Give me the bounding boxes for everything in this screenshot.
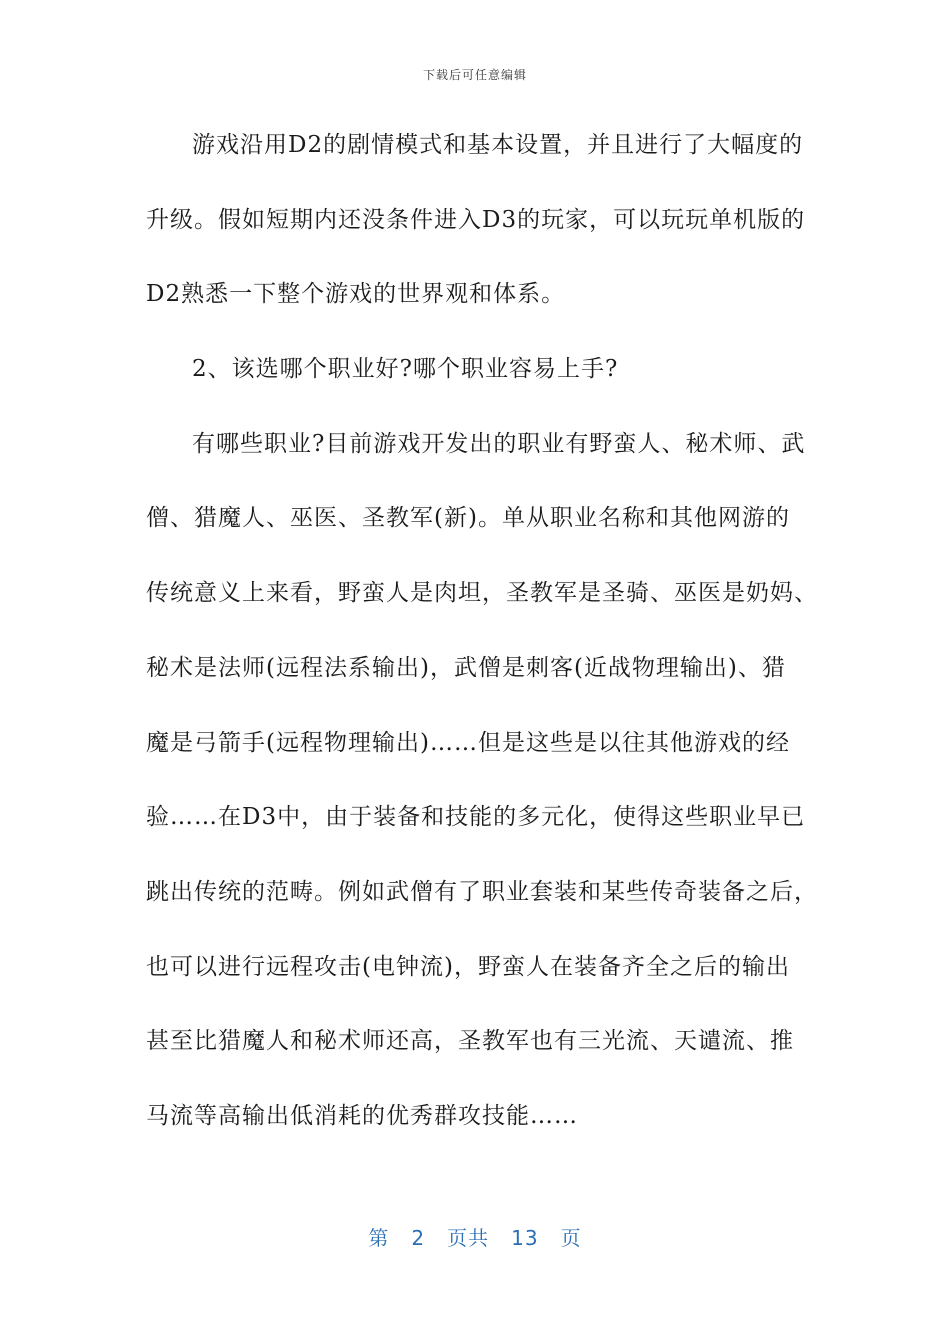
paragraph-line: 甚至比猎魔人和秘术师还高，圣教军也有三光流、天谴流、推 bbox=[146, 1028, 794, 1055]
current-page-number: 2 bbox=[411, 1226, 426, 1250]
paragraph-line: 也可以进行远程攻击(电钟流)，野蛮人在装备齐全之后的输出 bbox=[146, 953, 790, 980]
paragraph-line: 升级。假如短期内还没条件进入D3的玩家，可以玩玩单机版的 bbox=[146, 206, 806, 233]
footer-middle: 页共 bbox=[447, 1226, 490, 1250]
paragraph-line: 传统意义上来看，野蛮人是肉坦，圣教军是圣骑、巫医是奶妈、 bbox=[146, 580, 818, 607]
paragraph-line: 秘术是法师(远程法系输出)，武僧是刺客(近战物理输出)、猎 bbox=[146, 654, 786, 681]
paragraph-line: 游戏沿用D2的剧情模式和基本设置，并且进行了大幅度的 bbox=[192, 132, 804, 158]
footer-suffix: 页 bbox=[560, 1226, 582, 1250]
paragraph-line: 验……在D3中，由于装备和技能的多元化，使得这些职业早已 bbox=[146, 804, 806, 831]
document-body bbox=[146, 118, 818, 1164]
paragraph-line: 跳出传统的范畴。例如武僧有了职业套装和某些传奇装备之后， bbox=[146, 878, 818, 905]
section-heading: 2、该选哪个职业好?哪个职业容易上手? bbox=[192, 356, 619, 383]
footer-prefix: 第 bbox=[368, 1226, 390, 1250]
paragraph-line: 魔是弓箭手(远程物理输出)……但是这些是以往其他游戏的经 bbox=[146, 729, 790, 756]
paragraph-line: D2熟悉一下整个游戏的世界观和体系。 bbox=[146, 281, 566, 308]
paragraph-line: 有哪些职业?目前游戏开发出的职业有野蛮人、秘术师、武 bbox=[192, 430, 806, 457]
total-pages-number: 13 bbox=[511, 1226, 539, 1250]
page-number-footer bbox=[0, 1222, 950, 1251]
page-header-note: 下载后可任意编辑 bbox=[422, 68, 527, 82]
paragraph-line: 马流等高输出低消耗的优秀群攻技能…… bbox=[146, 1102, 578, 1129]
paragraph-line: 僧、猎魔人、巫医、圣教军(新)。单从职业名称和其他网游的 bbox=[146, 505, 790, 532]
